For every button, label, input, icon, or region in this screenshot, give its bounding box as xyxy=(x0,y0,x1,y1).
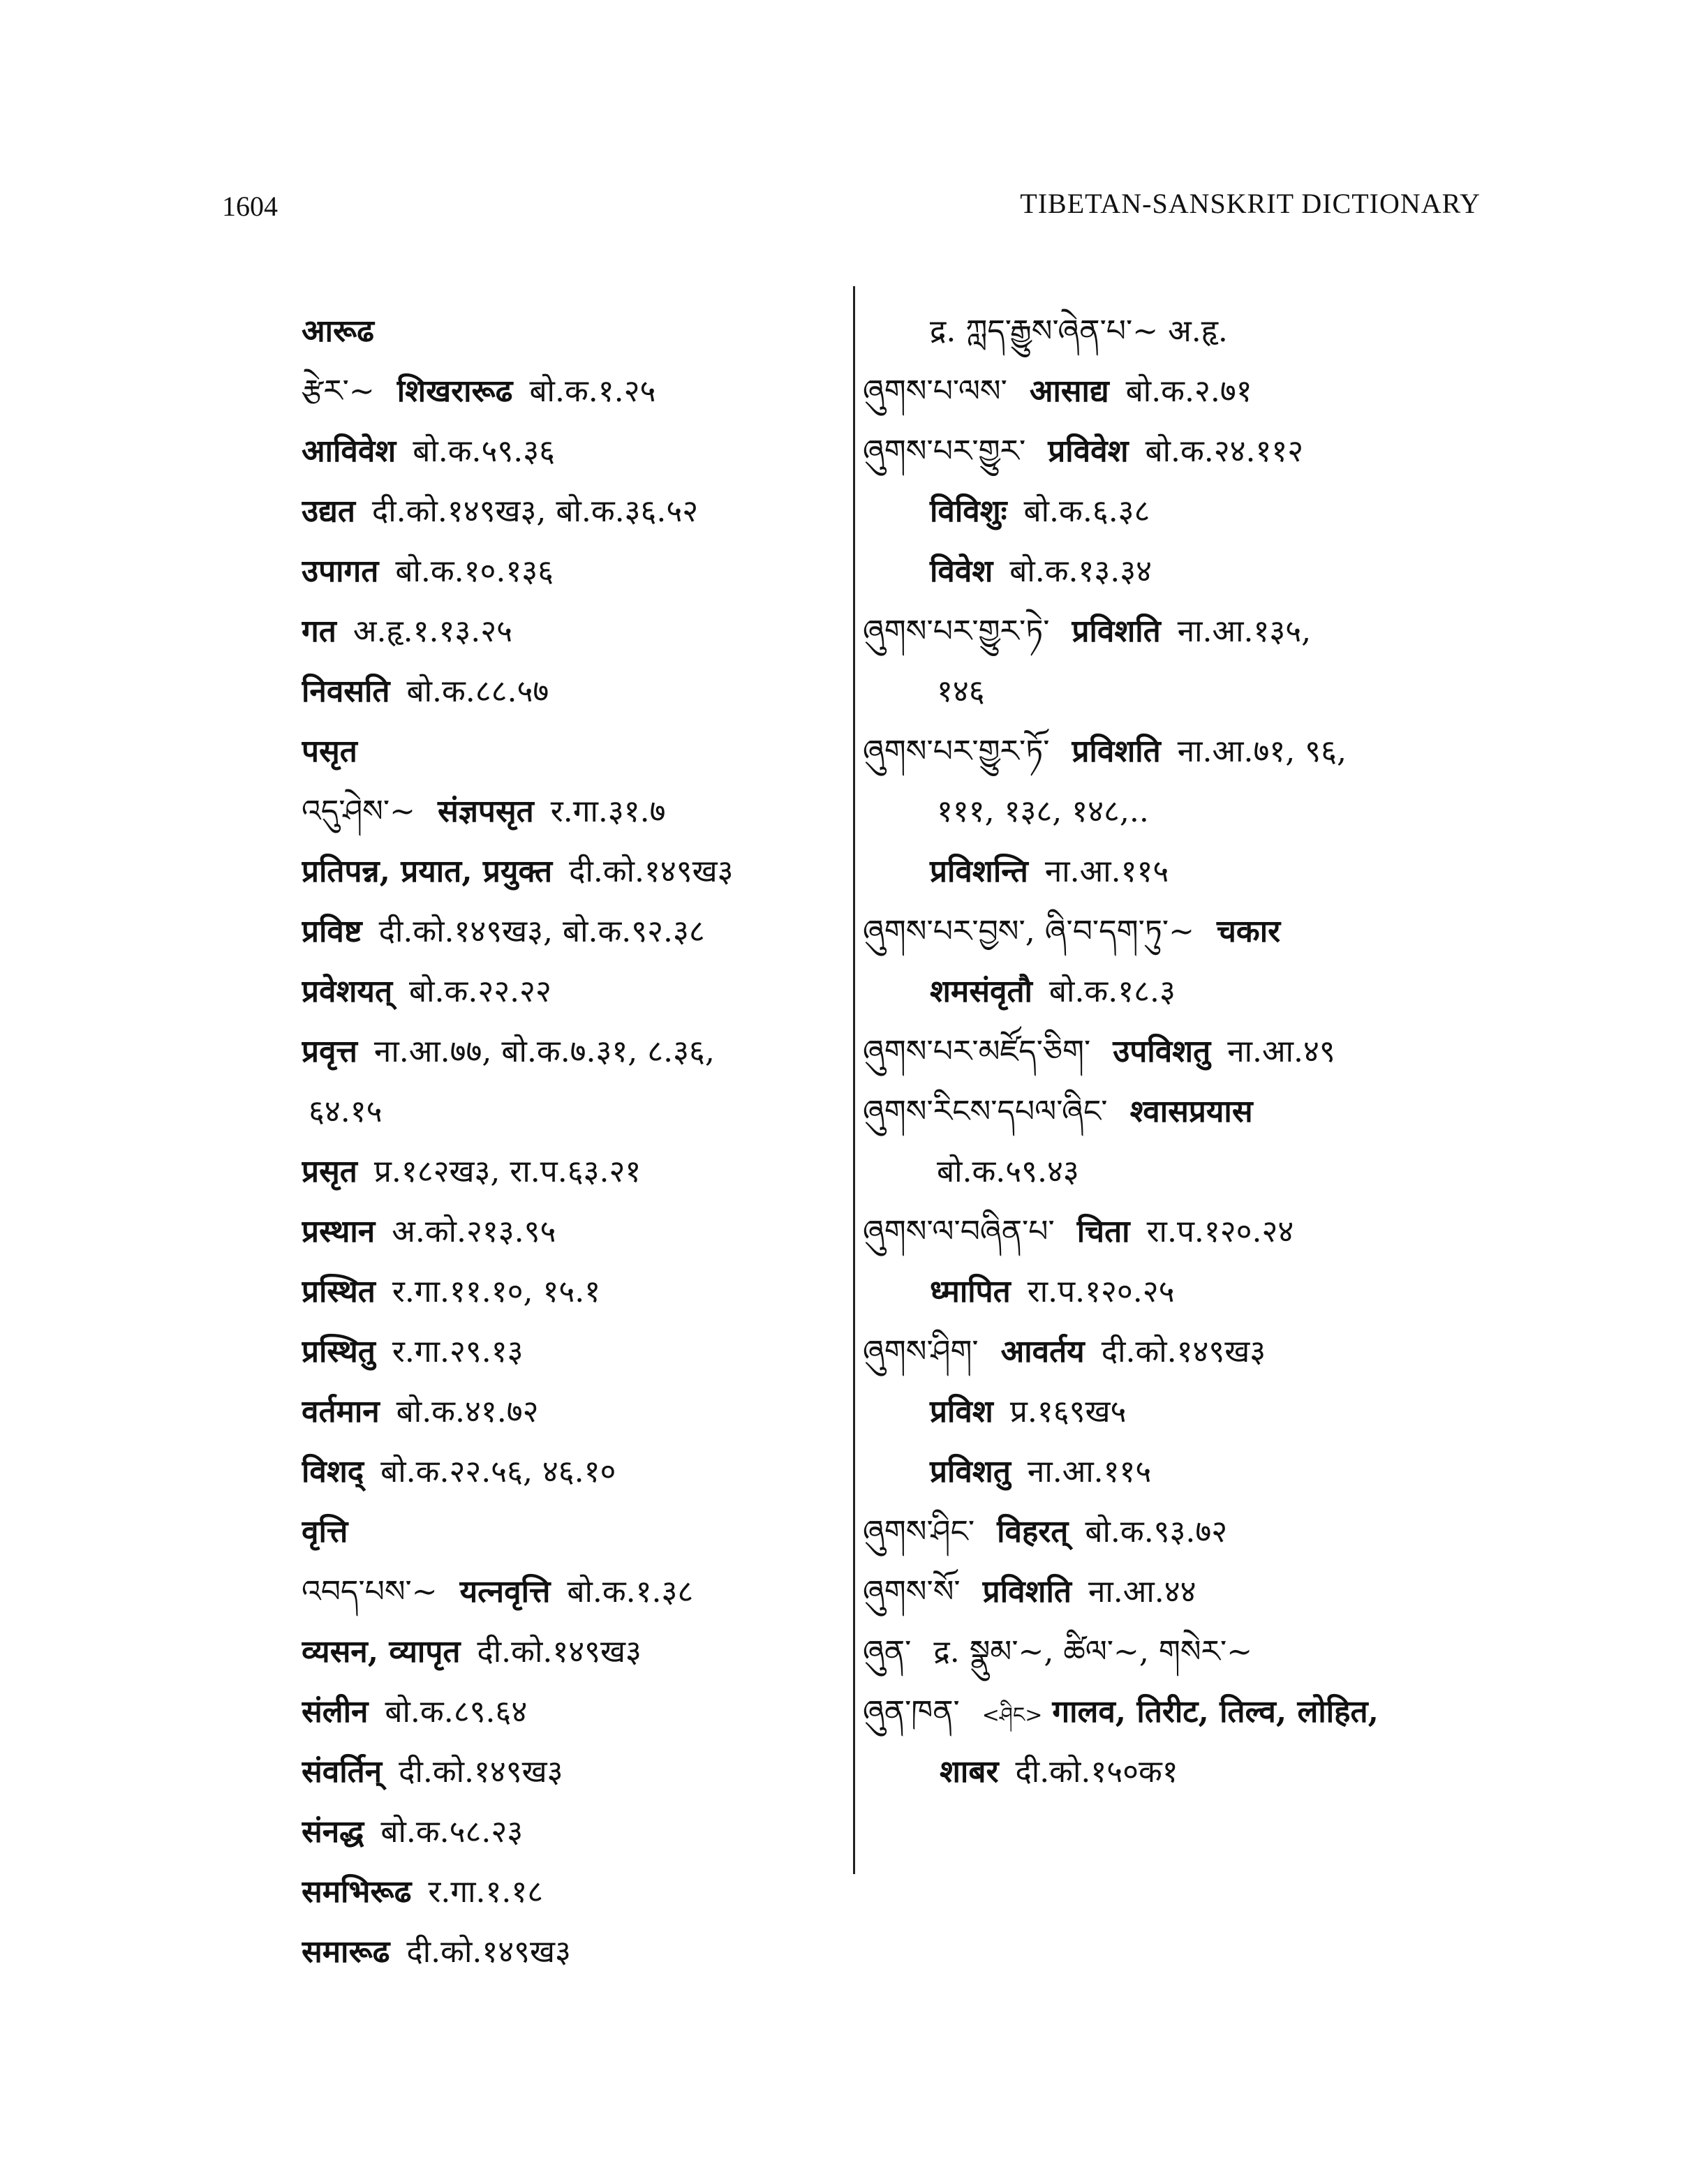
sanskrit-headword: यत्नवृत्ति xyxy=(459,1574,551,1610)
source-reference: ना.आ.१३५, xyxy=(1177,614,1312,649)
sanskrit-headword: उद्यत xyxy=(302,493,355,529)
dictionary-entry-line xyxy=(302,302,832,362)
dictionary-entry-line xyxy=(863,722,1491,782)
tibetan-term: ཞུགས་པ་ལས་ xyxy=(863,373,1007,409)
sanskrit-headword: शिखरारूढ xyxy=(396,373,513,409)
source-reference: अ.हृ.१.१३.२५ xyxy=(353,614,513,649)
dictionary-entry-line xyxy=(863,422,1491,482)
sanskrit-headword: प्रविष्ट xyxy=(302,914,362,949)
dictionary-entry-line xyxy=(863,962,1491,1022)
sanskrit-headword: प्रवृत्त xyxy=(302,1034,357,1069)
dictionary-entry-line xyxy=(302,1382,832,1442)
dictionary-entry-line xyxy=(302,1622,832,1682)
source-reference: दी.को.१४९ख३ xyxy=(1101,1334,1266,1369)
sanskrit-headword: प्रविशति xyxy=(982,1574,1072,1610)
source-reference: बो.क.८९.६४ xyxy=(385,1694,528,1730)
sanskrit-headword: शाबर xyxy=(940,1754,999,1790)
sanskrit-headword: व्यसन, व्यापृत xyxy=(302,1634,461,1670)
sanskrit-headword: प्रसृत xyxy=(302,1154,357,1189)
source-reference: प्र.१६९ख५ xyxy=(1009,1394,1127,1429)
tibetan-term: ཞུགས་རིངས་དཔལ་ཞིང་ xyxy=(863,1094,1108,1129)
page-number: 1604 xyxy=(222,191,278,222)
sanskrit-headword: प्रस्थित xyxy=(302,1274,376,1309)
tibetan-term: ཞུགས་པར་བྱས་, ཞི་བ་དག་ཏུ་~ xyxy=(863,914,1194,949)
sanskrit-headword: प्रस्थान xyxy=(302,1214,376,1249)
dictionary-entry-line xyxy=(302,1142,832,1202)
dictionary-entry-line xyxy=(863,1442,1491,1502)
dictionary-entry-line xyxy=(302,362,832,422)
sanskrit-headword: विशद् xyxy=(302,1454,364,1490)
source-reference: र.गा.१.१८ xyxy=(428,1874,544,1910)
dictionary-entry-line xyxy=(302,842,832,902)
source-reference: दी.को.१४९ख३ xyxy=(399,1754,563,1790)
source-reference: र.गा.३१.७ xyxy=(550,794,666,829)
tibetan-term: ཞུན་ཁན་ xyxy=(863,1694,960,1730)
tibetan-term: ཞུགས་པར་གྱུར་ xyxy=(863,433,1026,469)
source-reference: बो.क.२.७१ xyxy=(1125,373,1252,409)
source-reference: बो.क.१३.३४ xyxy=(1009,554,1152,589)
running-title: TIBETAN-SANSKRIT DICTIONARY xyxy=(1020,188,1481,219)
dictionary-entry-line xyxy=(863,782,1491,842)
dictionary-entry-line xyxy=(302,1502,832,1562)
reference-continuation: १४६ xyxy=(937,674,985,709)
dictionary-entry-line xyxy=(302,962,832,1022)
column-divider xyxy=(853,286,855,1874)
dictionary-entry-line xyxy=(863,1502,1491,1562)
cross-reference: द्र. སྣུམ་~, ཚིལ་~, གསེར་~ xyxy=(933,1634,1253,1670)
dictionary-entry-line xyxy=(302,1202,832,1262)
source-reference: दी.को.१५०क१ xyxy=(1015,1754,1178,1790)
sanskrit-headword: पसृत xyxy=(302,734,357,769)
sanskrit-headword: श्वासप्रयास xyxy=(1129,1094,1253,1129)
dictionary-entry-line xyxy=(863,1142,1491,1202)
tibetan-term: ཞུགས་ལ་བཞིན་པ་ xyxy=(863,1214,1055,1249)
dictionary-entry-line xyxy=(863,1022,1491,1082)
source-reference: बो.क.४१.७२ xyxy=(396,1394,539,1429)
source-reference: ना.आ.७१, ९६, xyxy=(1177,734,1347,769)
source-reference: बो.क.१०.१३६ xyxy=(395,554,554,589)
sanskrit-headword: शमसंवृतौ xyxy=(930,974,1032,1009)
tibetan-term: འདུ་ཤེས་~ xyxy=(302,794,415,829)
dictionary-entry-line xyxy=(863,1622,1491,1682)
source-reference: बो.क.५८.२३ xyxy=(380,1814,524,1850)
tibetan-term: ཞུགས་སོ་ xyxy=(863,1574,961,1610)
dictionary-entry-line xyxy=(863,1322,1491,1382)
source-reference: र.गा.२९.१३ xyxy=(392,1334,524,1369)
sanskrit-headword: आवर्तय xyxy=(1000,1334,1085,1369)
dictionary-entry-line xyxy=(863,1382,1491,1442)
source-reference: दी.को.१४९ख३, बो.क.९२.३८ xyxy=(378,914,705,949)
source-reference: बो.क.२२.२२ xyxy=(409,974,551,1009)
source-reference: रा.प.१२०.२४ xyxy=(1146,1214,1294,1249)
sanskrit-headword: विविशुः xyxy=(930,493,1007,529)
sanskrit-headword: गालव, तिरीट, तिल्व, लोहित, xyxy=(1052,1694,1379,1730)
tibetan-term: འབད་པས་~ xyxy=(302,1574,438,1610)
cross-reference: द्र. ཀླད་རྒྱུས་ཞེན་པ་~ अ.हृ. xyxy=(930,313,1228,349)
dictionary-entry-line xyxy=(863,1742,1491,1802)
sanskrit-headword: उपविशतु xyxy=(1113,1034,1211,1069)
sanskrit-headword: प्रविशति xyxy=(1072,734,1161,769)
source-reference: दी.को.१४९ख३ xyxy=(569,854,734,889)
sanskrit-headword: प्रविशतु xyxy=(930,1454,1011,1490)
source-reference: दी.को.१४९ख३ xyxy=(477,1634,642,1670)
source-reference: बो.क.२२.५६, ४६.१० xyxy=(380,1454,616,1490)
sanskrit-headword: गत xyxy=(302,614,336,649)
dictionary-entry-line xyxy=(863,1562,1491,1622)
dictionary-entry-line xyxy=(302,482,832,542)
category-note: <ཤིང> xyxy=(981,1703,1043,1728)
tibetan-term: རྩེར་~ xyxy=(302,373,375,409)
sanskrit-headword: प्रविवेश xyxy=(1048,433,1129,469)
tibetan-term: ཞུགས་པར་མཛོད་ཅིག་ xyxy=(863,1034,1091,1069)
dictionary-entry-line xyxy=(302,1442,832,1502)
sanskrit-headword: प्रविश xyxy=(930,1394,993,1429)
source-reference: ना.आ.७७, बो.क.७.३१, ८.३६, xyxy=(373,1034,715,1069)
sanskrit-headword: उपागत xyxy=(302,554,379,589)
dictionary-entry-line xyxy=(863,1262,1491,1322)
source-reference: अ.को.२१३.९५ xyxy=(392,1214,556,1249)
source-reference: दी.को.१४९ख३, बो.क.३६.५२ xyxy=(371,493,699,529)
sanskrit-headword: प्रविशति xyxy=(1072,614,1161,649)
sanskrit-headword: विवेश xyxy=(930,554,993,589)
source-reference: बो.क.९३.७२ xyxy=(1085,1514,1228,1550)
sanskrit-headword: आविवेश xyxy=(302,433,396,469)
sanskrit-headword: वृत्ति xyxy=(302,1514,348,1550)
source-reference: बो.क.१.३८ xyxy=(567,1574,694,1610)
dictionary-entry-line xyxy=(302,662,832,722)
source-reference: बो.क.२४.११२ xyxy=(1145,433,1304,469)
tibetan-term: ཞུགས་པར་གྱུར་ཏོ་ xyxy=(863,734,1050,769)
sanskrit-headword: आरूढ xyxy=(302,313,374,349)
source-reference: प्र.१८२ख३, रा.प.६३.२१ xyxy=(373,1154,642,1189)
left-column xyxy=(302,302,832,1982)
sanskrit-headword: आसाद्य xyxy=(1029,373,1109,409)
sanskrit-headword: निवसति xyxy=(302,674,390,709)
sanskrit-headword: संलीन xyxy=(302,1694,369,1730)
reference-continuation: ६४.१५ xyxy=(309,1094,383,1129)
dictionary-entry-line xyxy=(863,302,1491,362)
dictionary-entry-line xyxy=(302,1682,832,1742)
sanskrit-headword: विहरत् xyxy=(997,1514,1069,1550)
reference-continuation: बो.क.५९.४३ xyxy=(937,1154,1079,1189)
sanskrit-headword: प्रवेशयत् xyxy=(302,974,393,1009)
dictionary-entry-line xyxy=(302,902,832,962)
dictionary-entry-line xyxy=(863,1202,1491,1262)
source-reference: ना.आ.४४ xyxy=(1088,1574,1196,1610)
dictionary-entry-line xyxy=(302,1862,832,1922)
dictionary-entry-line xyxy=(863,482,1491,542)
dictionary-entry-line xyxy=(863,362,1491,422)
reference-continuation: १११, १३८, १४८,.. xyxy=(937,794,1149,829)
sanskrit-headword: प्रस्थितु xyxy=(302,1334,376,1369)
source-reference: बो.क.६.३८ xyxy=(1023,493,1150,529)
dictionary-entry-line xyxy=(302,1802,832,1862)
dictionary-entry-line xyxy=(863,542,1491,602)
dictionary-entry-line xyxy=(302,542,832,602)
tibetan-term: ཞུན་ xyxy=(863,1634,912,1670)
sanskrit-headword: प्रविशन्ति xyxy=(930,854,1028,889)
tibetan-term: ཞུགས་ཤིང་ xyxy=(863,1514,975,1550)
source-reference: बो.क.८८.५७ xyxy=(406,674,549,709)
source-reference: ना.आ.४९ xyxy=(1227,1034,1335,1069)
sanskrit-headword: समभिरूढ xyxy=(302,1874,412,1910)
sanskrit-headword: संनद्ध xyxy=(302,1814,364,1850)
sanskrit-headword: प्रतिपन्न, प्रयात, प्रयुक्त xyxy=(302,854,553,889)
dictionary-entry-line xyxy=(302,1322,832,1382)
dictionary-entry-line xyxy=(302,1022,832,1082)
tibetan-term: ཞུགས་པར་གྱུར་ཏེ་ xyxy=(863,614,1050,649)
sanskrit-headword: ध्मापित xyxy=(930,1274,1011,1309)
right-column xyxy=(863,302,1491,1802)
dictionary-entry-line xyxy=(863,1682,1491,1742)
sanskrit-headword: चिता xyxy=(1076,1214,1130,1249)
sanskrit-headword: वर्तमान xyxy=(302,1394,380,1429)
dictionary-entry-line xyxy=(302,782,832,842)
sanskrit-headword: समारूढ xyxy=(302,1934,390,1970)
dictionary-entry-line xyxy=(302,1082,832,1142)
dictionary-entry-line xyxy=(302,422,832,482)
sanskrit-headword: संज्ञपसृत xyxy=(437,794,534,829)
dictionary-entry-line xyxy=(302,722,832,782)
source-reference: ना.आ.११५ xyxy=(1044,854,1169,889)
source-reference: बो.क.१८.३ xyxy=(1048,974,1176,1009)
dictionary-entry-line xyxy=(863,902,1491,962)
dictionary-entry-line xyxy=(863,602,1491,662)
source-reference: रा.प.१२०.२५ xyxy=(1027,1274,1175,1309)
dictionary-entry-line xyxy=(863,842,1491,902)
sanskrit-headword: चकार xyxy=(1216,914,1281,949)
dictionary-entry-line xyxy=(302,1742,832,1802)
source-reference: र.गा.११.१०, १५.१ xyxy=(392,1274,601,1309)
sanskrit-headword: संवर्तिन् xyxy=(302,1754,383,1790)
dictionary-entry-line xyxy=(302,1262,832,1322)
dictionary-entry-line xyxy=(302,1562,832,1622)
dictionary-entry-line xyxy=(302,1922,832,1982)
source-reference: बो.क.१.२५ xyxy=(529,373,656,409)
dictionary-entry-line xyxy=(863,1082,1491,1142)
source-reference: ना.आ.११५ xyxy=(1027,1454,1152,1490)
source-reference: बो.क.५९.३६ xyxy=(413,433,556,469)
dictionary-entry-line xyxy=(302,602,832,662)
source-reference: दी.को.१४९ख३ xyxy=(406,1934,571,1970)
dictionary-entry-line xyxy=(863,662,1491,722)
tibetan-term: ཞུགས་ཤིག་ xyxy=(863,1334,979,1369)
